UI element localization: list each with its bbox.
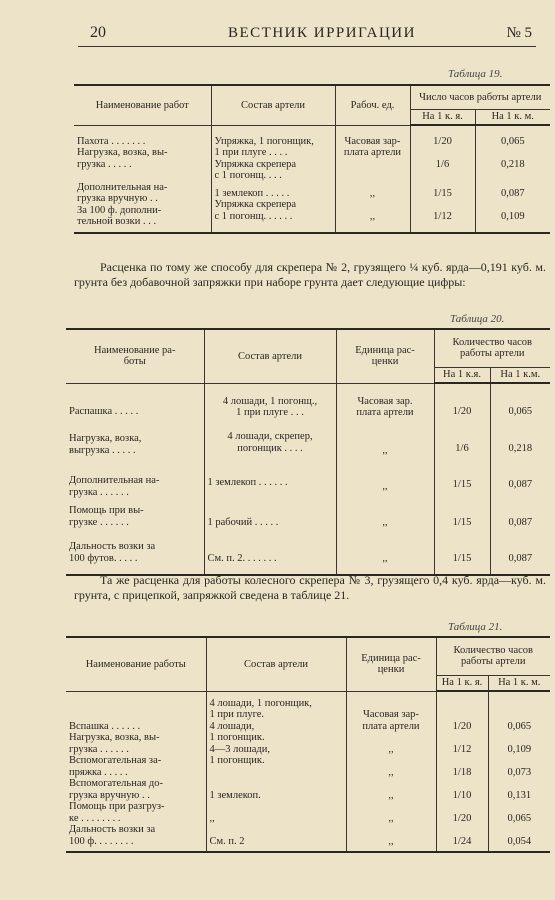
cell-crew: 1 землекоп . . . . . Упряжка скрепера с 1 погонщ. . . . . . [211,182,335,233]
cell-work: Нагрузка, возка, выгрузка . . . . . [66,427,204,463]
cell-work: Пахота . . . . . . . Нагрузка, возка, вы- грузка . . . . . [74,125,211,182]
table-20-caption: Таблица 20. [450,313,505,325]
col-head-work: Наименование работы [66,637,206,691]
cell-per-cubic-m: 0,065 [490,383,550,427]
table-row [74,182,550,233]
cell-work: Дополнительная на- грузка вручную . . За 100 ф. дополни- тельной возки . . . [74,182,211,233]
journal-title: ВЕСТНИК ИРРИГАЦИИ [228,25,416,41]
page-header [78,24,536,47]
cell-unit: ,, [336,499,434,535]
table-21-caption: Таблица 21. [448,621,503,633]
col-head-per-cube: На 1 к. я. [436,675,488,691]
col-head-per-cubic-m: На 1 к. м. [488,675,550,691]
cell-unit: ,, [336,463,434,499]
col-head-unit: Единица рас- ценки [346,637,436,691]
table-row [66,463,550,499]
cell-work: Дополнительная на- грузка . . . . . . [66,463,204,499]
table-row [66,383,550,427]
col-head-hours: Количество часов работы артели [434,329,550,367]
cell-crew: См. п. 2. . . . . . . [204,535,336,575]
cell-unit: ,, [336,535,434,575]
cell-per-cube: 1/20 1/6 [410,125,475,182]
col-head-crew: Состав артели [204,329,336,383]
cell-unit: Часовая зар- плата артели ,, ,, ,, ,, ,, [346,691,436,852]
cell-per-cube: 1/15 1/12 [410,182,475,233]
cell-per-cube: 1/15 [434,463,490,499]
cell-work: Помощь при вы- грузке . . . . . . [66,499,204,535]
table-row [74,125,550,182]
cell-crew: 4 лошади, 1 погонщик, 1 при плуге. 4 лошади, 1 погонщик. 4—3 лошади, 1 погонщик. 1 землекоп. ,, См. п. 2 [206,691,346,852]
table-20 [66,328,550,576]
cell-crew: 1 землекоп . . . . . . [204,463,336,499]
cell-per-cubic-m: 0,065 0,218 [475,125,550,182]
table-19 [74,84,550,234]
cell-per-cubic-m: 0,065 0,109 0,073 0,131 0,065 0,054 [488,691,550,852]
col-head-unit: Рабоч. ед. [335,85,410,125]
cell-work: Дальность возки за 100 футов. . . . . [66,535,204,575]
cell-per-cubic-m: 0,087 0,109 [475,182,550,233]
cell-per-cubic-m: 0,087 [490,535,550,575]
col-head-hours: Количество часов работы артели [436,637,550,675]
cell-crew: Упряжка, 1 погонщик, 1 при плуге . . . . Упряжка скрепера с 1 погонщ. . . . [211,125,335,182]
cell-work: Вспашка . . . . . . Нагрузка, возка, вы- грузка . . . . . . Вспомогательная за- пряжка . . . . . Вспомогательная до- грузка вручную . . Помощь при разгруз- ке . . . . . . . . Дальность возки за 100 ф. . . . . . . . [66,691,206,852]
paragraph-1: Расценка по тому же способу для скрепера № 2, грузящего ¼ куб. ярда—0,191 куб. м. грунта без добавочной запряжки при наборе грунта дает следующие цифры: [74,260,546,289]
cell-crew: 4 лошади, 1 погонщ., 1 при плуге . . . [204,383,336,427]
issue-number: № 5 [506,25,532,41]
cell-per-cubic-m: 0,087 [490,463,550,499]
cell-per-cubic-m: 0,087 [490,499,550,535]
col-head-per-cubic-m: На 1 к. м. [475,109,550,125]
cell-per-cube: 1/15 [434,535,490,575]
cell-crew: 4 лошади, скрепер, погонщик . . . . [204,427,336,463]
col-head-per-cube: На 1 к. я. [410,109,475,125]
table-row [66,535,550,575]
cell-work: Распашка . . . . . [66,383,204,427]
col-head-crew: Состав артели [206,637,346,691]
cell-unit: ,, ,, [335,182,410,233]
col-head-work: Наименование ра- боты [66,329,204,383]
table-row [66,691,550,852]
table-row [66,427,550,463]
table-row [66,499,550,535]
cell-per-cube: 1/15 [434,499,490,535]
table-21 [66,636,550,853]
cell-per-cube: 1/20 [434,383,490,427]
col-head-hours: Число часов работы артели [410,85,550,109]
cell-unit: Часовая зар- плата артели [335,125,410,182]
col-head-per-cube: На 1 к.я. [434,367,490,383]
page-number: 20 [90,24,106,41]
col-head-per-cubic-m: На 1 к.м. [490,367,550,383]
paragraph-2: Та же расценка для работы колесного скрепера № 3, грузящего 0,4 куб. ярда—куб. м. грунта, с прицепкой, запряжкой сведена в таблице 21. [74,573,546,602]
col-head-work: Наименование работ [74,85,211,125]
cell-per-cubic-m: 0,218 [490,427,550,463]
col-head-unit: Единица рас- ценки [336,329,434,383]
cell-per-cube: 1/20 1/12 1/18 1/10 1/20 1/24 [436,691,488,852]
cell-crew: 1 рабочий . . . . . [204,499,336,535]
col-head-crew: Состав артели [211,85,335,125]
cell-unit: Часовая зар. плата артели [336,383,434,427]
cell-unit: ,, [336,427,434,463]
table-19-caption: Таблица 19. [448,68,503,80]
cell-per-cube: 1/6 [434,427,490,463]
